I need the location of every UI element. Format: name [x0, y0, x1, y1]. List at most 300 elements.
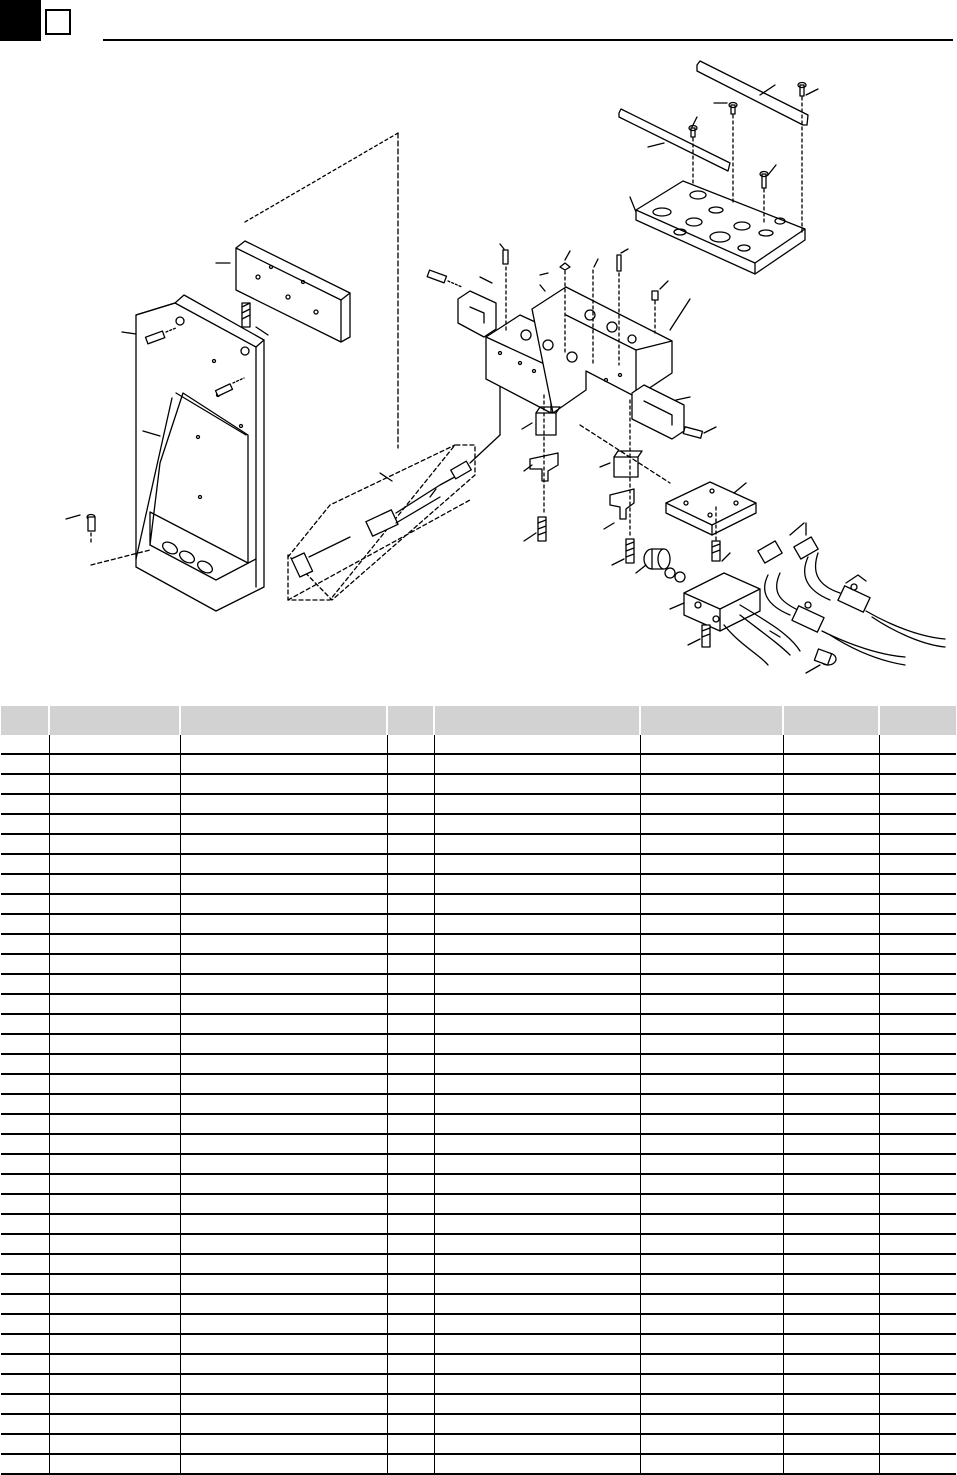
table-cell — [180, 754, 387, 774]
table-row — [1, 1154, 956, 1174]
table-row — [1, 1394, 956, 1414]
exploded-parts-diagram — [0, 45, 957, 685]
table-cell — [879, 854, 956, 874]
table-cell — [640, 954, 783, 974]
table-cell — [879, 754, 956, 774]
table-cell — [49, 1274, 180, 1294]
table-cell — [49, 1294, 180, 1314]
table-row — [1, 1114, 956, 1134]
table-cell — [640, 1134, 783, 1154]
table-cell — [49, 1254, 180, 1274]
table-cell — [640, 1394, 783, 1414]
column-header — [434, 706, 640, 735]
column-header — [1, 706, 49, 735]
table-cell — [180, 1334, 387, 1354]
table-cell — [49, 1194, 180, 1214]
table-cell — [180, 1014, 387, 1034]
valve-assembly — [636, 482, 945, 673]
column-header — [783, 706, 879, 735]
table-row — [1, 1294, 956, 1314]
table-cell — [783, 1094, 879, 1114]
table-row — [1, 1454, 956, 1474]
table-row — [1, 1314, 956, 1334]
table-cell — [1, 1434, 49, 1454]
table-cell — [49, 1134, 180, 1154]
table-cell — [180, 1174, 387, 1194]
table-cell — [640, 774, 783, 794]
table-cell — [1, 1154, 49, 1174]
table-cell — [879, 1414, 956, 1434]
table-cell — [49, 954, 180, 974]
table-row — [1, 794, 956, 814]
table-cell — [1, 1254, 49, 1274]
table-cell — [434, 1254, 640, 1274]
table-cell — [434, 1014, 640, 1034]
table-cell — [434, 914, 640, 934]
table-cell — [180, 954, 387, 974]
table-cell — [434, 894, 640, 914]
table-cell — [640, 914, 783, 934]
table-cell — [640, 735, 783, 754]
table-row — [1, 834, 956, 854]
table-cell — [49, 834, 180, 854]
table-cell — [49, 1374, 180, 1394]
table-cell — [434, 1034, 640, 1054]
table-cell — [49, 894, 180, 914]
table-cell — [434, 1114, 640, 1134]
table-row — [1, 1354, 956, 1374]
table-cell — [783, 994, 879, 1014]
table-cell — [180, 1154, 387, 1174]
table-cell — [1, 1014, 49, 1034]
table-row — [1, 894, 956, 914]
section-number-box — [45, 9, 71, 35]
table-cell — [387, 1174, 434, 1194]
table-cell — [879, 1234, 956, 1254]
table-cell — [783, 1134, 879, 1154]
table-cell — [180, 774, 387, 794]
table-cell — [879, 1154, 956, 1174]
table-cell — [1, 1414, 49, 1434]
table-cell — [434, 1054, 640, 1074]
table-cell — [180, 1354, 387, 1374]
table-cell — [387, 914, 434, 934]
table-row — [1, 1234, 956, 1254]
table-cell — [387, 735, 434, 754]
table-cell — [879, 974, 956, 994]
table-row — [1, 914, 956, 934]
top-plate-assembly — [619, 61, 818, 274]
table-cell — [49, 1074, 180, 1094]
table-cell — [640, 934, 783, 954]
table-cell — [1, 1034, 49, 1054]
table-cell — [640, 754, 783, 774]
table-cell — [180, 974, 387, 994]
table-cell — [387, 994, 434, 1014]
table-cell — [180, 1134, 387, 1154]
table-cell — [49, 774, 180, 794]
table-cell — [1, 1454, 49, 1474]
table-cell — [180, 1434, 387, 1454]
table-cell — [640, 1454, 783, 1474]
table-cell — [783, 1014, 879, 1034]
table-cell — [783, 794, 879, 814]
table-cell — [434, 954, 640, 974]
table-cell — [640, 1334, 783, 1354]
table-cell — [434, 774, 640, 794]
table-cell — [434, 1274, 640, 1294]
table-cell — [640, 1074, 783, 1094]
table-cell — [49, 994, 180, 1014]
table-cell — [783, 1194, 879, 1214]
table-cell — [879, 914, 956, 934]
table-cell — [387, 1154, 434, 1174]
table-cell — [387, 874, 434, 894]
table-cell — [1, 1394, 49, 1414]
table-cell — [434, 934, 640, 954]
table-cell — [49, 934, 180, 954]
table-cell — [387, 894, 434, 914]
table-cell — [387, 1234, 434, 1254]
table-cell — [49, 1174, 180, 1194]
table-cell — [180, 1254, 387, 1274]
table-cell — [387, 1414, 434, 1434]
table-row — [1, 814, 956, 834]
table-cell — [640, 1414, 783, 1434]
table-cell — [1, 1314, 49, 1334]
table-cell — [180, 994, 387, 1014]
plate-screw — [798, 83, 806, 97]
table-cell — [387, 934, 434, 954]
table-row — [1, 1054, 956, 1074]
table-cell — [387, 794, 434, 814]
column-header — [640, 706, 783, 735]
table-cell — [387, 1014, 434, 1034]
table-row — [1, 1274, 956, 1294]
table-cell — [640, 1174, 783, 1194]
table-cell — [387, 774, 434, 794]
sensor-bracket-left — [522, 395, 560, 541]
table-cell — [1, 1354, 49, 1374]
table-cell — [180, 1054, 387, 1074]
table-cell — [879, 1014, 956, 1034]
table-cell — [180, 794, 387, 814]
table-cell — [879, 1314, 956, 1334]
table-cell — [879, 894, 956, 914]
table-cell — [783, 894, 879, 914]
column-header — [387, 706, 434, 735]
table-cell — [434, 1074, 640, 1094]
table-cell — [180, 1294, 387, 1314]
table-cell — [434, 814, 640, 834]
table-cell — [387, 974, 434, 994]
table-row — [1, 754, 956, 774]
table-cell — [180, 1454, 387, 1474]
table-row — [1, 1434, 956, 1454]
table-cell — [879, 1174, 956, 1194]
table-cell — [879, 1394, 956, 1414]
table-cell — [1, 1194, 49, 1214]
table-cell — [783, 1394, 879, 1414]
table-cell — [879, 1294, 956, 1314]
table-cell — [640, 874, 783, 894]
table-cell — [180, 1074, 387, 1094]
table-cell — [783, 1414, 879, 1434]
table-cell — [434, 974, 640, 994]
table-cell — [434, 874, 640, 894]
table-cell — [879, 1114, 956, 1134]
table-cell — [434, 1294, 640, 1314]
table-cell — [387, 1274, 434, 1294]
table-cell — [434, 1214, 640, 1234]
table-cell — [49, 754, 180, 774]
table-cell — [387, 1054, 434, 1074]
table-cell — [180, 1394, 387, 1414]
table-cell — [783, 1034, 879, 1054]
table-cell — [434, 1334, 640, 1354]
table-cell — [640, 1254, 783, 1274]
table-cell — [434, 1454, 640, 1474]
table-cell — [783, 1254, 879, 1274]
table-cell — [879, 1354, 956, 1374]
table-cell — [640, 1014, 783, 1034]
table-cell — [49, 1334, 180, 1354]
table-cell — [49, 814, 180, 834]
table-row — [1, 1134, 956, 1154]
table-cell — [434, 735, 640, 754]
table-cell — [387, 1134, 434, 1154]
header-rule — [103, 39, 953, 41]
table-cell — [180, 854, 387, 874]
table-cell — [640, 834, 783, 854]
table-cell — [180, 735, 387, 754]
table-cell — [387, 1114, 434, 1134]
table-row — [1, 1034, 956, 1054]
table-cell — [49, 1154, 180, 1174]
table-cell — [180, 1114, 387, 1134]
table-cell — [640, 854, 783, 874]
table-cell — [49, 735, 180, 754]
table-cell — [434, 1154, 640, 1174]
table-cell — [387, 954, 434, 974]
table-cell — [1, 954, 49, 974]
table-cell — [879, 1274, 956, 1294]
table-cell — [1, 794, 49, 814]
table-cell — [783, 754, 879, 774]
table-cell — [434, 1194, 640, 1214]
table-cell — [783, 1074, 879, 1094]
table-row — [1, 954, 956, 974]
table-cell — [387, 1294, 434, 1314]
table-cell — [640, 1154, 783, 1174]
table-cell — [783, 774, 879, 794]
table-cell — [180, 1234, 387, 1254]
table-cell — [434, 854, 640, 874]
table-cell — [1, 1234, 49, 1254]
table-cell — [49, 1414, 180, 1434]
table-cell — [879, 994, 956, 1014]
table-cell — [783, 1234, 879, 1254]
table-cell — [434, 1414, 640, 1434]
table-cell — [783, 1274, 879, 1294]
table-cell — [180, 1374, 387, 1394]
plate-screw — [760, 172, 768, 189]
table-cell — [49, 874, 180, 894]
table-cell — [387, 1314, 434, 1334]
table-cell — [783, 1174, 879, 1194]
table-cell — [434, 1374, 640, 1394]
table-cell — [1, 1114, 49, 1134]
table-cell — [387, 854, 434, 874]
table-row — [1, 1194, 956, 1214]
table-cell — [783, 834, 879, 854]
table-cell — [434, 1134, 640, 1154]
table-cell — [879, 1374, 956, 1394]
table-cell — [640, 1114, 783, 1134]
table-cell — [1, 1134, 49, 1154]
table-row — [1, 1374, 956, 1394]
table-cell — [640, 1434, 783, 1454]
table-cell — [879, 1194, 956, 1214]
table-cell — [1, 1074, 49, 1094]
parts-list-table — [1, 706, 956, 1475]
table-cell — [1, 974, 49, 994]
table-cell — [1, 1334, 49, 1354]
table-cell — [434, 834, 640, 854]
table-cell — [879, 1334, 956, 1354]
table-row — [1, 774, 956, 794]
table-cell — [434, 1394, 640, 1414]
table-cell — [879, 1134, 956, 1154]
table-cell — [879, 874, 956, 894]
table-cell — [180, 894, 387, 914]
table-cell — [879, 1254, 956, 1274]
table-cell — [640, 1374, 783, 1394]
table-cell — [49, 1114, 180, 1134]
table-cell — [1, 854, 49, 874]
table-cell — [783, 1114, 879, 1134]
table-cell — [783, 874, 879, 894]
table-cell — [49, 1354, 180, 1374]
table-row — [1, 1094, 956, 1114]
table-cell — [783, 735, 879, 754]
table-cell — [387, 1074, 434, 1094]
table-cell — [1, 1294, 49, 1314]
table-cell — [180, 1414, 387, 1434]
table-cell — [783, 974, 879, 994]
table-cell — [1, 1214, 49, 1234]
table-cell — [1, 914, 49, 934]
table-cell — [640, 794, 783, 814]
table-cell — [434, 794, 640, 814]
table-cell — [434, 1094, 640, 1114]
table-cell — [49, 1454, 180, 1474]
table-cell — [49, 1034, 180, 1054]
column-header — [180, 706, 387, 735]
table-cell — [49, 1014, 180, 1034]
table-cell — [1, 1054, 49, 1074]
table-cell — [879, 774, 956, 794]
table-cell — [1, 934, 49, 954]
table-cell — [49, 854, 180, 874]
table-row — [1, 974, 956, 994]
table-cell — [879, 1094, 956, 1114]
table-row — [1, 735, 956, 754]
table-cell — [783, 1354, 879, 1374]
table-cell — [387, 1334, 434, 1354]
table-cell — [180, 1214, 387, 1234]
table-cell — [783, 814, 879, 834]
table-cell — [49, 974, 180, 994]
table-cell — [49, 1054, 180, 1074]
table-cell — [783, 1454, 879, 1474]
table-cell — [49, 1214, 180, 1234]
table-cell — [434, 994, 640, 1014]
table-cell — [1, 1274, 49, 1294]
table-cell — [180, 874, 387, 894]
vertical-stand — [136, 295, 264, 611]
table-cell — [879, 934, 956, 954]
table-cell — [640, 814, 783, 834]
table-cell — [387, 814, 434, 834]
table-row — [1, 994, 956, 1014]
table-cell — [387, 1194, 434, 1214]
table-cell — [783, 1214, 879, 1234]
table-cell — [1, 1174, 49, 1194]
table-row — [1, 934, 956, 954]
table-cell — [434, 1354, 640, 1374]
parts-table-body — [1, 735, 956, 1474]
table-cell — [434, 754, 640, 774]
table-row — [1, 1414, 956, 1434]
table-cell — [879, 1054, 956, 1074]
table-cell — [879, 1034, 956, 1054]
table-cell — [879, 1214, 956, 1234]
table-cell — [180, 834, 387, 854]
section-tab-black — [0, 0, 41, 41]
table-cell — [783, 914, 879, 934]
table-cell — [1, 735, 49, 754]
table-cell — [783, 1054, 879, 1074]
table-cell — [1, 1094, 49, 1114]
table-cell — [180, 934, 387, 954]
table-cell — [640, 894, 783, 914]
table-cell — [387, 1454, 434, 1474]
table-cell — [783, 954, 879, 974]
table-cell — [49, 1234, 180, 1254]
table-cell — [640, 1274, 783, 1294]
table-cell — [1, 994, 49, 1014]
table-cell — [640, 1354, 783, 1374]
table-cell — [879, 794, 956, 814]
table-cell — [180, 1314, 387, 1334]
table-cell — [879, 834, 956, 854]
table-cell — [180, 1194, 387, 1214]
cable-harness — [288, 385, 500, 600]
table-cell — [783, 1154, 879, 1174]
table-cell — [1, 874, 49, 894]
table-cell — [879, 1454, 956, 1474]
table-cell — [434, 1174, 640, 1194]
table-cell — [387, 1434, 434, 1454]
table-cell — [180, 1034, 387, 1054]
table-cell — [640, 1234, 783, 1254]
table-cell — [49, 1094, 180, 1114]
table-cell — [640, 974, 783, 994]
table-cell — [434, 1314, 640, 1334]
table-cell — [879, 1434, 956, 1454]
table-cell — [879, 954, 956, 974]
